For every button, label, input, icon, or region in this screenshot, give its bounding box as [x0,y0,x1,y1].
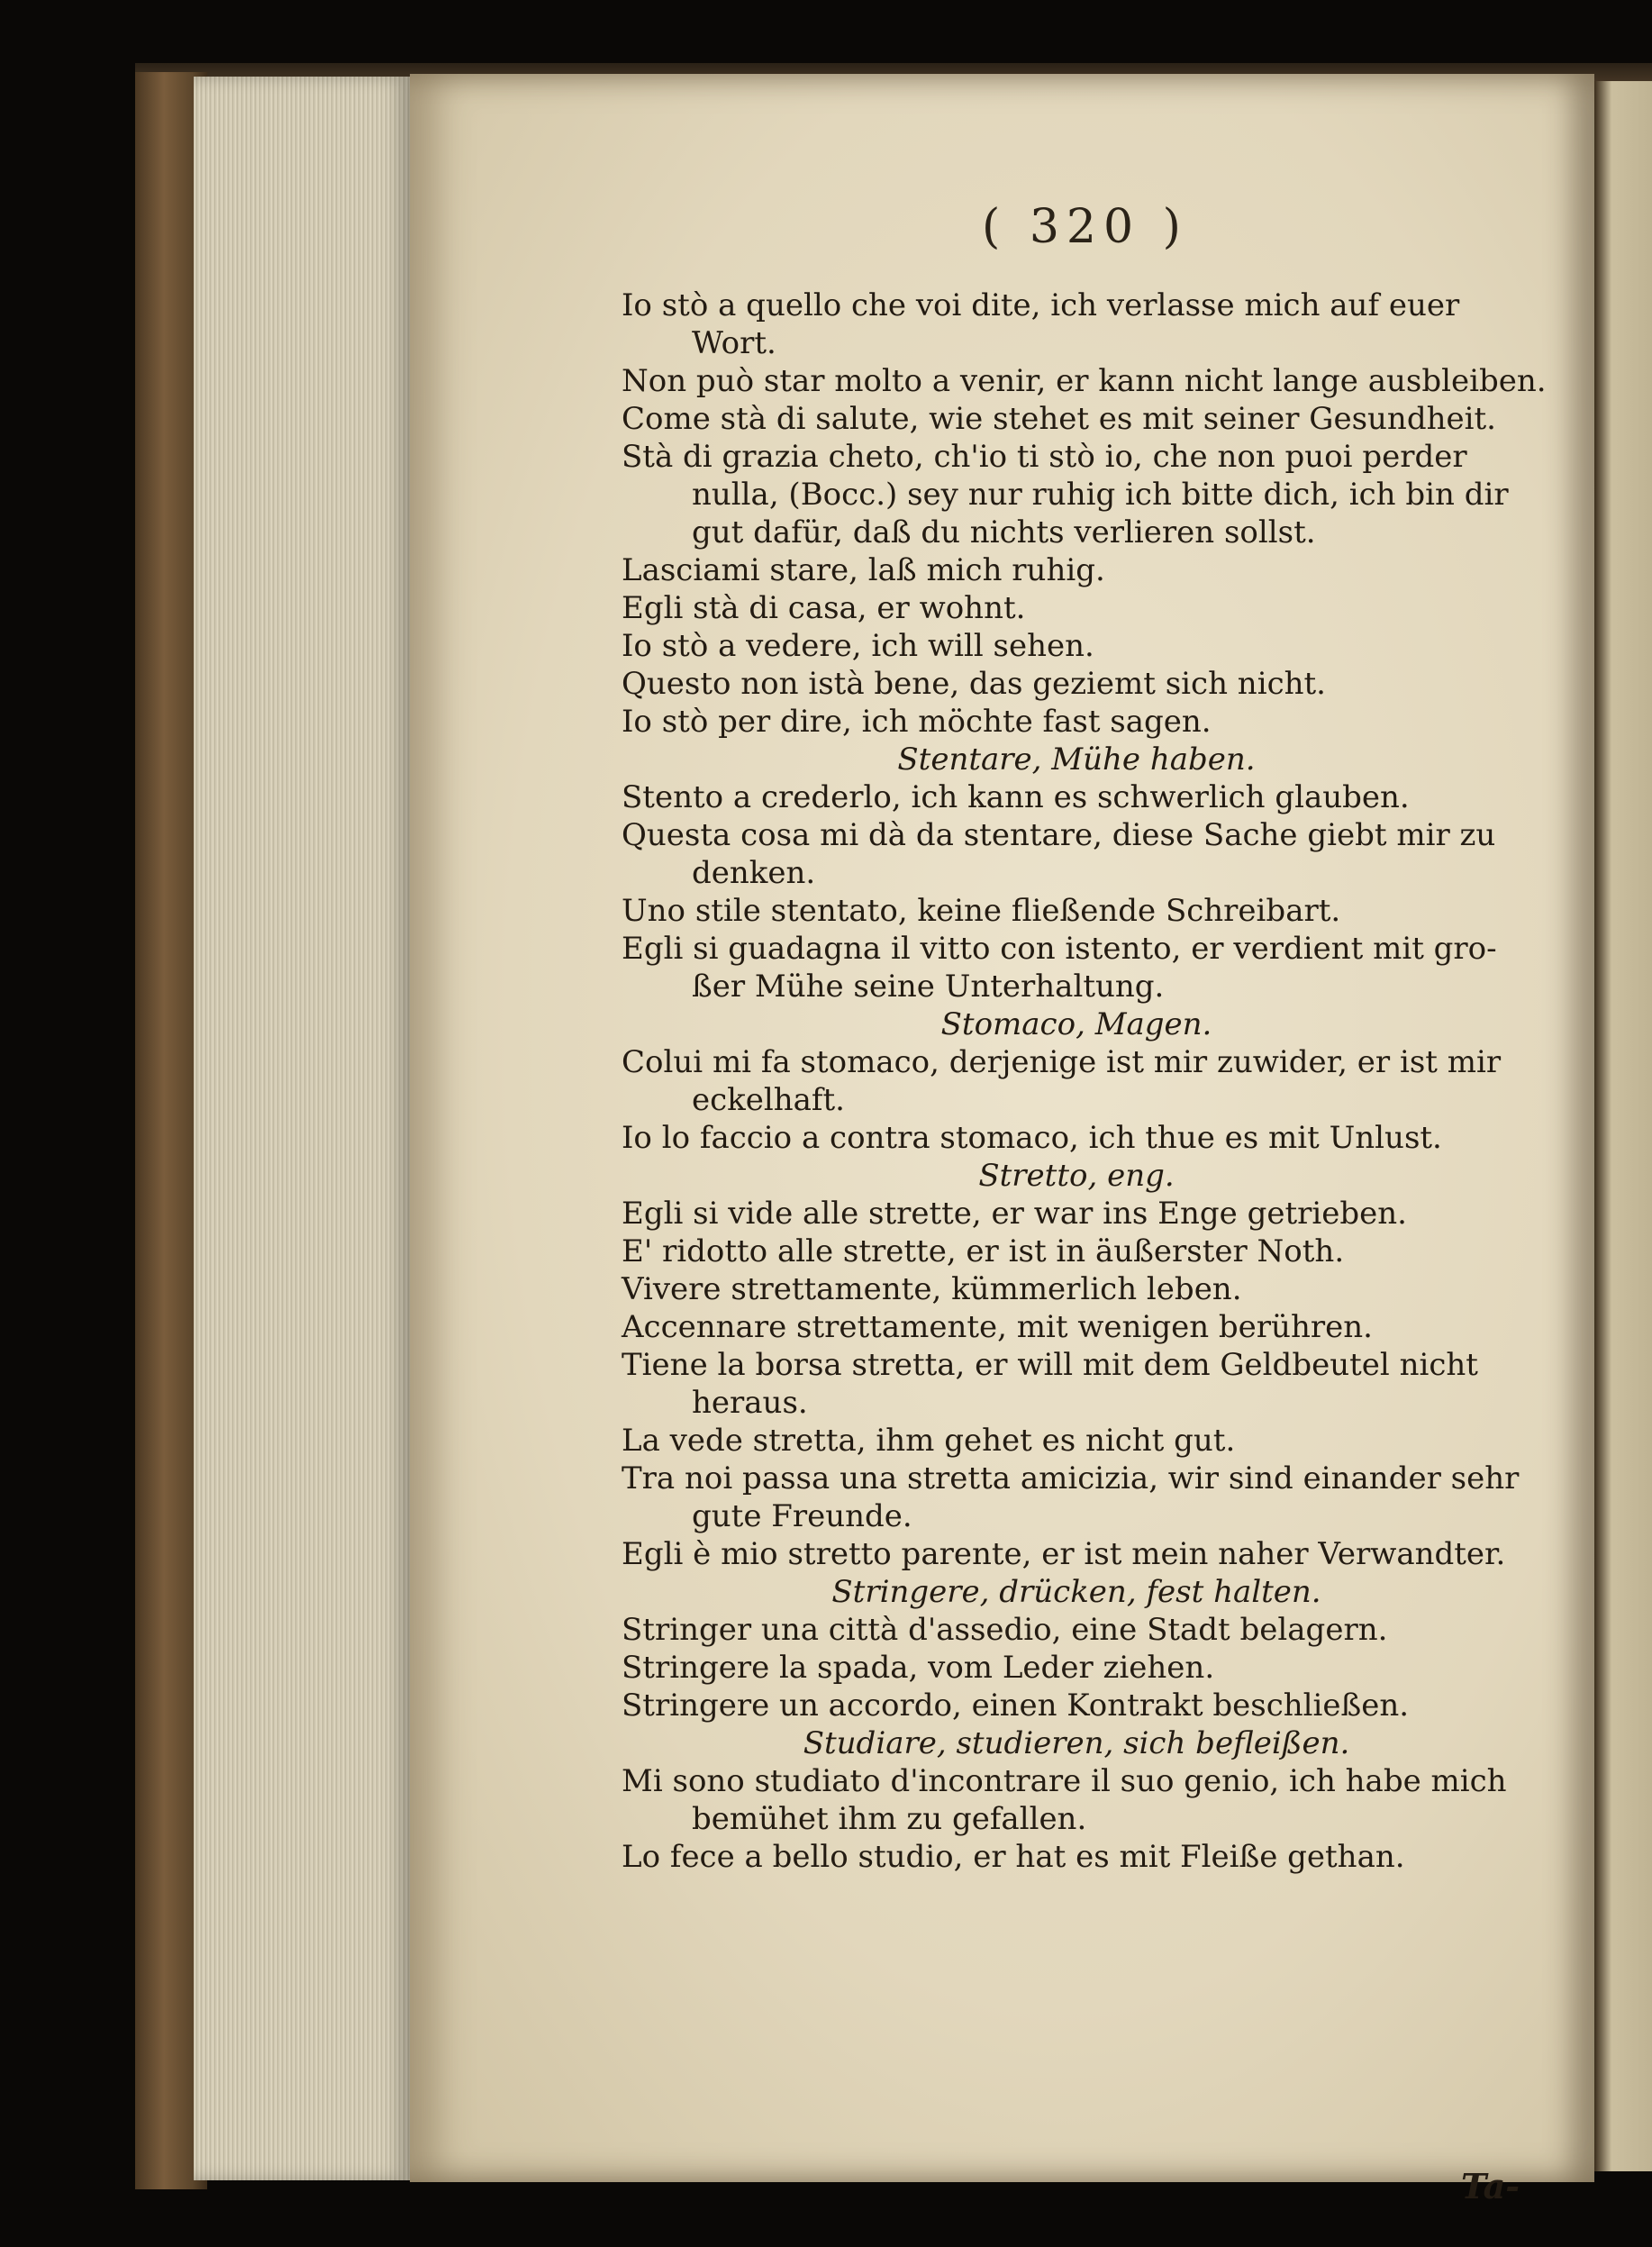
entry-line: Egli stà di casa, er wohnt. [622,590,1026,626]
entry-line: Io lo faccio a contra stomaco, ich thue es mit Unlust. [622,1120,1442,1156]
entry-line: Non può star molto a venir, er kann nicht lange ausbleiben. [622,363,1547,399]
entry-line: Questo non istà bene, das geziemt sich nicht. [622,666,1326,702]
entry-line: Egli si guadagna il vitto con istento, er verdient mit gro- [622,931,1497,967]
entry-line: Uno stile stentato, keine fließende Schreibart. [622,893,1341,929]
entry-line: Io stò a quello che voi dite, ich verlasse mich auf euer [622,287,1460,323]
entry-line: Tiene la borsa stretta, er will mit dem Geldbeutel nicht [622,1347,1478,1383]
entry-line: Stringer una città d'assedio, eine Stadt belagern. [622,1612,1388,1648]
entry-line: Io stò per dire, ich möchte fast sagen. [622,704,1212,740]
entry-line: Egli è mio stretto parente, er ist mein naher Verwandter. [622,1536,1506,1572]
entry-line: Lasciami stare, laß mich ruhig. [622,552,1105,588]
entry-continuation: eckelhaft. [692,1082,845,1118]
entry-continuation: ßer Mühe seine Unterhaltung. [692,969,1165,1005]
entry-continuation: heraus. [692,1385,808,1421]
entry-line: Stringere un accordo, einen Kontrakt beschließen. [622,1688,1410,1724]
dictionary-text [622,287,1547,1876]
entry-line: Accennare strettamente, mit wenigen berühren. [622,1309,1373,1345]
entry-line: Vivere strettamente, kümmerlich leben. [622,1271,1242,1307]
entry-line: La vede stretta, ihm gehet es nicht gut. [622,1423,1236,1459]
entry-heading: Studiare, studieren, sich befleißen. [803,1725,1350,1761]
entry-line: Egli si vide alle strette, er war ins Enge getrieben. [622,1196,1407,1232]
entry-line: Come stà di salute, wie stehet es mit seiner Gesundheit. [622,401,1496,437]
entry-continuation: denken. [692,855,816,891]
entry-line: Colui mi fa stomaco, derjenige ist mir zuwider, er ist mir [622,1044,1502,1080]
entry-line: Mi sono studiato d'incontrare il suo genio, ich habe mich [622,1763,1507,1799]
entry-line: Questa cosa mi dà da stentare, diese Sache giebt mir zu [622,817,1496,853]
entry-line: Lo fece a bello studio, er hat es mit Fleiße gethan. [622,1839,1405,1875]
entry-line: E' ridotto alle strette, er ist in äußerster Noth. [622,1233,1345,1269]
page-number: ( 320 ) [982,200,1188,254]
entry-continuation: nulla, (Bocc.) sey nur ruhig ich bitte dich, ich bin dir [692,477,1509,513]
entry-heading: Stentare, Mühe haben. [897,741,1256,778]
entry-continuation: gute Freunde. [692,1498,912,1534]
entry-heading: Stomaco, Magen. [940,1006,1212,1042]
page-edges [194,77,410,2180]
facing-page-edge [1594,81,1652,2171]
catchword: Ta- [1461,2166,1520,2206]
entry-continuation: Wort. [692,325,776,361]
entry-heading: Stretto, eng. [978,1158,1175,1194]
entry-heading: Stringere, drücken, fest halten. [831,1574,1321,1610]
entry-line: Tra noi passa una stretta amicizia, wir sind einander sehr [622,1460,1520,1496]
entry-line: Stringere la spada, vom Leder ziehen. [622,1650,1215,1686]
entry-line: Stento a crederlo, ich kann es schwerlich glauben. [622,779,1410,815]
entry-line: Stà di grazia cheto, ch'io ti stò io, che non puoi perder [622,439,1467,475]
entry-continuation: bemühet ihm zu gefallen. [692,1801,1087,1837]
entry-line: Io stò a vedere, ich will sehen. [622,628,1094,664]
entry-continuation: gut dafür, daß du nichts verlieren sollst. [692,514,1316,550]
